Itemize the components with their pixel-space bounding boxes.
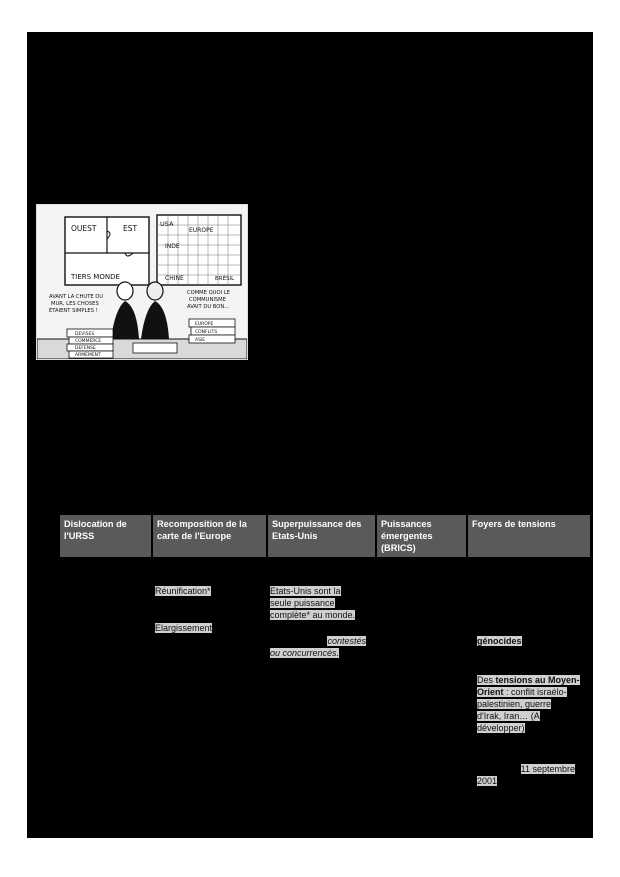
bubble-right-line3: AVAIT DU BON...	[187, 304, 230, 310]
bubble-right-line2: COMMUNISME	[189, 297, 226, 303]
header-foyers-tensions: Foyers de tensions	[468, 515, 590, 557]
puzzle-label-europe: EUROPE	[189, 227, 214, 234]
book-asie: ASIE	[195, 338, 206, 343]
sept-year-text: 2001	[477, 776, 498, 786]
header-puissances-emergentes: Puissances émergentes (BRICS)	[377, 515, 466, 557]
header-superpuissance-usa: Superpuissance des Etats-Unis	[268, 515, 375, 557]
tensions-rest-4: développer)	[477, 723, 525, 733]
contestes-text: contestés	[327, 636, 366, 646]
cell-contestes	[270, 635, 366, 659]
book-europe: EUROPE	[195, 322, 214, 327]
header-dislocation-urss: Dislocation de l'URSS	[60, 515, 151, 557]
bubble-left-line1: AVANT LA CHUTE DU	[49, 294, 104, 300]
puzzle-label-est: EST	[123, 224, 138, 233]
cell-reunification	[155, 585, 211, 597]
cell-elargissement	[155, 622, 212, 634]
tensions-bold-2: Orient	[477, 687, 504, 697]
puzzle-label-ouest: OUEST	[71, 224, 97, 233]
book-devises: DEVISES	[75, 332, 95, 337]
bubble-right-line1: COMME QUOI LE	[187, 290, 230, 296]
character-left	[111, 282, 139, 339]
genocides-text: génocides	[477, 636, 522, 646]
book-defense: DEFENSE	[75, 346, 96, 351]
reunification-text: Réunification*	[155, 586, 211, 596]
cartoon-drawing	[37, 205, 247, 359]
tensions-rest-3: d'Irak, Iran… (A	[477, 711, 540, 721]
puzzle-label-bresil: BRÉSIL	[215, 276, 235, 282]
cell-tensions-moyen-orient	[477, 674, 585, 734]
book-conflits: CONFLITS	[195, 330, 218, 335]
usa-line1: Etats-Unis sont la	[270, 586, 341, 596]
tensions-rest-2: palestinien, guerre	[477, 699, 552, 709]
character-right	[141, 282, 169, 339]
concurrences-text: ou concurrencés.	[270, 648, 340, 658]
tensions-rest-1: : conflit israélo-	[503, 687, 567, 697]
puzzle-label-chine: CHINE	[165, 275, 184, 282]
tensions-bold-1: tensions au Moyen-	[495, 675, 580, 685]
tensions-prefix: Des	[477, 675, 496, 685]
puzzle-label-usa: USA	[160, 220, 174, 228]
usa-line3: complète* au monde.	[270, 610, 356, 620]
header-recomposition-europe: Recomposition de la carte de l'Europe	[153, 515, 266, 557]
cell-superpuissance-text	[270, 585, 370, 621]
book-armement: ARMEMENT	[75, 353, 101, 358]
puzzle-label-inde: INDE	[165, 243, 180, 250]
bubble-left-line3: ÉTAIENT SIMPLES !	[49, 308, 98, 314]
puzzle-label-tiers-monde: TIERS MONDE	[71, 273, 120, 281]
book-commerce: COMMERCE	[75, 339, 102, 344]
book-stack-left	[67, 329, 113, 358]
elargissement-text: Elargissement	[155, 623, 213, 633]
cell-11-septembre	[477, 763, 575, 787]
cell-genocides	[477, 635, 522, 647]
sept-date-text: 11 septembre	[520, 764, 575, 774]
cartoon-illustration	[36, 204, 248, 360]
bubble-left-line2: MUR, LES CHOSES	[51, 301, 99, 307]
usa-line2: seule puissance	[270, 598, 335, 608]
book-stack-right	[189, 319, 235, 343]
